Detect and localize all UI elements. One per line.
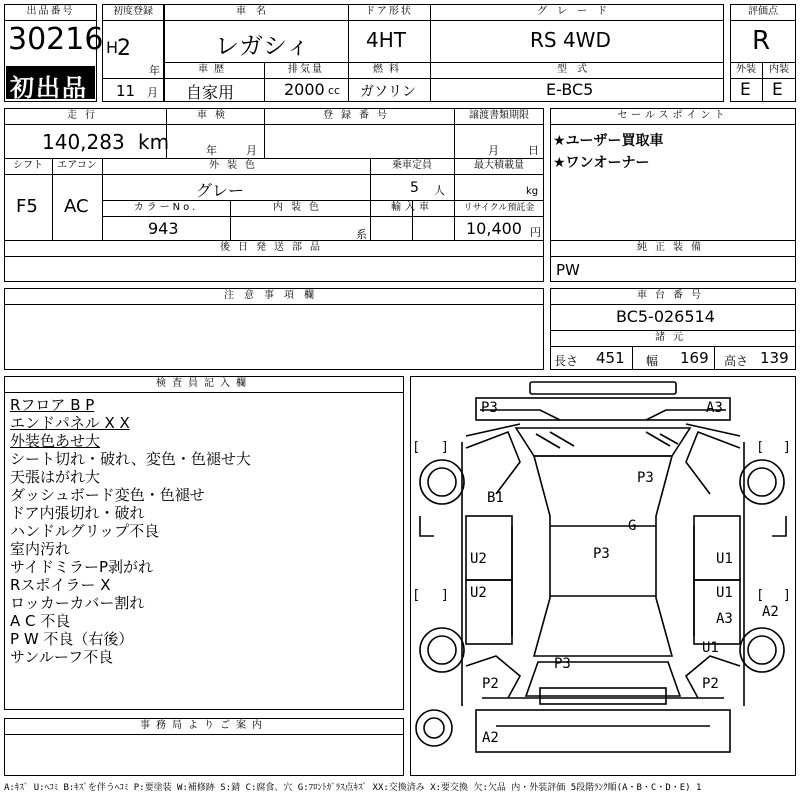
transfer-month-unit: 月 bbox=[488, 144, 499, 157]
bracket-left-top-close: ] bbox=[442, 440, 448, 455]
int-value: E bbox=[772, 80, 783, 100]
inspection-month-unit: 月 bbox=[246, 144, 257, 157]
capacity-value: 5 bbox=[410, 180, 419, 196]
bracket-right-top-close: ] bbox=[784, 440, 790, 455]
damage-code: P3 bbox=[593, 546, 610, 562]
inspector-line: A C 不良 bbox=[10, 612, 71, 630]
damage-code: P2 bbox=[702, 676, 719, 692]
first-listing-label: 初出品 bbox=[10, 74, 88, 102]
lot-number: 30216 bbox=[8, 22, 104, 57]
first-reg-label: 初度登録 bbox=[113, 6, 153, 17]
inspector-line: Rスポイラー X bbox=[10, 576, 111, 594]
bracket-left-top: [ bbox=[414, 440, 420, 455]
fuel-label: 燃料 bbox=[373, 64, 405, 75]
score-value: R bbox=[752, 26, 771, 56]
max-load-label: 最大積載量 bbox=[474, 160, 524, 171]
int-label: 内装 bbox=[769, 64, 789, 75]
mileage-label: 走行 bbox=[67, 110, 103, 121]
inspector-line: 外装色あせ大 bbox=[10, 432, 101, 450]
chassis-label: 車台番号 bbox=[637, 290, 709, 301]
sales-point-1: ★ユーザー買取車 bbox=[553, 133, 664, 149]
wheel-fr bbox=[740, 460, 784, 504]
damage-code: P2 bbox=[482, 676, 499, 692]
damage-code: U1 bbox=[702, 640, 719, 656]
month-unit: 月 bbox=[147, 86, 158, 99]
damage-code: B1 bbox=[487, 490, 504, 506]
lot-label: 出品番号 bbox=[26, 6, 75, 17]
bracket-left-bottom: [ bbox=[414, 588, 420, 603]
door-label: ドア形状 bbox=[365, 6, 413, 17]
rear-window bbox=[526, 662, 680, 696]
damage-code: A2 bbox=[762, 604, 779, 620]
wheel-fl bbox=[420, 460, 464, 504]
color-no-label: カラーNo. bbox=[133, 202, 199, 213]
inspector-label: 検査員記入欄 bbox=[156, 378, 252, 389]
front-panel bbox=[476, 398, 730, 420]
inspector-line: ダッシュボード変色・色褪せ bbox=[10, 486, 205, 504]
damage-code: A3 bbox=[716, 611, 733, 627]
wheel-spare bbox=[416, 710, 452, 746]
capacity-label: 乗車定員 bbox=[392, 160, 432, 171]
inspection-label: 車検 bbox=[197, 110, 233, 121]
ext-label: 外装 bbox=[736, 64, 756, 75]
door-right-front bbox=[694, 516, 740, 580]
bracket-right-bottom: [ bbox=[758, 588, 764, 603]
transfer-label: 譲渡書類期限 bbox=[469, 110, 529, 121]
height-label: 高さ bbox=[724, 354, 749, 368]
inspector-line: ハンドルグリップ不良 bbox=[10, 522, 160, 540]
inspector-line: ドア内張切れ・破れ bbox=[10, 504, 145, 522]
damage-code: U1 bbox=[716, 585, 733, 601]
damage-code: G bbox=[628, 518, 637, 534]
inspector-line: P W 不良（右後） bbox=[10, 630, 134, 648]
ac-value: AC bbox=[64, 196, 89, 217]
inspector-line: Rフロア B P bbox=[10, 396, 95, 414]
inspector-line: ロッカーカバー割れ bbox=[10, 594, 145, 612]
office-label: 事務局よりご案内 bbox=[140, 720, 268, 731]
rear-panel bbox=[476, 710, 730, 752]
bracket-right-top: [ bbox=[758, 440, 764, 455]
genuine-value: PW bbox=[556, 261, 580, 279]
height-value: 139 bbox=[760, 349, 789, 367]
reg-no-label: 登録番号 bbox=[323, 110, 395, 121]
recycle-label: リサイクル預託金 bbox=[463, 203, 535, 213]
recycle-value: 10,400 bbox=[466, 219, 522, 238]
damage-code: U2 bbox=[470, 551, 487, 567]
car-name-label: 車名 bbox=[236, 6, 276, 17]
inspector-line: 天張はがれ大 bbox=[10, 468, 101, 486]
later-parts-label: 後日発送部品 bbox=[220, 242, 328, 253]
import-label: 輸入車 bbox=[391, 202, 433, 213]
dims-label: 諸元 bbox=[655, 332, 691, 343]
displacement-value: 2000 bbox=[284, 80, 325, 99]
width-label: 幅 bbox=[646, 354, 659, 368]
inspector-lines bbox=[10, 396, 400, 666]
era-label: H bbox=[106, 38, 119, 57]
month-value: 11 bbox=[116, 82, 136, 100]
model-label: 型式 bbox=[557, 64, 597, 75]
year-unit: 年 bbox=[149, 64, 160, 77]
car-name: レガシィ bbox=[215, 32, 310, 60]
damage-code: A3 bbox=[706, 400, 723, 416]
inspection-year-unit: 年 bbox=[206, 144, 217, 157]
shift-value: F5 bbox=[16, 196, 38, 217]
door-left-front bbox=[466, 516, 512, 580]
capacity-unit: 人 bbox=[434, 184, 445, 197]
era-year: 2 bbox=[117, 36, 131, 61]
interior-color-unit: 系 bbox=[356, 228, 367, 241]
recycle-unit: 円 bbox=[530, 226, 541, 239]
fuel-value: ガソリン bbox=[360, 84, 416, 100]
length-label: 長さ bbox=[554, 354, 579, 368]
inspector-line: サンルーフ不良 bbox=[10, 648, 114, 666]
damage-code: A2 bbox=[482, 730, 499, 746]
ac-label: エアコン bbox=[57, 160, 97, 171]
damage-code: P3 bbox=[554, 656, 571, 672]
max-load-unit: kg bbox=[526, 186, 539, 197]
wheel-rr bbox=[740, 628, 784, 672]
inspector-line: サイドミラーP剥がれ bbox=[10, 558, 153, 576]
damage-code: P3 bbox=[481, 400, 498, 416]
history-value: 自家用 bbox=[186, 83, 235, 102]
sales-label: セールスポイント bbox=[617, 110, 729, 121]
score-label: 評価点 bbox=[748, 6, 778, 17]
displacement-label: 排気量 bbox=[288, 64, 324, 75]
wheel-rl bbox=[420, 628, 464, 672]
bracket-right-bottom-close: ] bbox=[784, 588, 790, 603]
grade-value: RS 4WD bbox=[530, 28, 611, 52]
shift-label: シフト bbox=[13, 160, 43, 171]
model-value: E-BC5 bbox=[546, 80, 594, 99]
transfer-day-unit: 日 bbox=[528, 144, 539, 157]
grade-label: グレード bbox=[537, 6, 617, 17]
legend-text: A:ｷｽﾞ U:ﾍｺﾐ B:ｷｽﾞを伴うﾍｺﾐ P:要塗装 W:補修跡 S:錆 C:腐食、穴 G:ﾌﾛﾝﾄｶﾞﾗｽ点ｷｽﾞ XX:交換済み X:要交換 欠:欠品 内・外装評価 5段階ﾗﾝｸ順(A・B・C・D・E) 1 bbox=[4, 783, 702, 793]
sales-point-2: ★ワンオーナー bbox=[553, 155, 650, 171]
color-no-value: 943 bbox=[148, 219, 179, 238]
bracket-left-bottom-close: ] bbox=[442, 588, 448, 603]
inspector-line: エンドパネル X X bbox=[10, 414, 130, 432]
inspector-line: 室内汚れ bbox=[10, 540, 71, 558]
ext-value: E bbox=[740, 80, 751, 100]
displacement-unit: cc bbox=[328, 84, 341, 97]
front-bumper-bar bbox=[530, 382, 676, 394]
width-value: 169 bbox=[680, 349, 709, 367]
inspector-line: シート切れ・破れ、変色・色褪せ大 bbox=[10, 450, 251, 468]
length-value: 451 bbox=[596, 349, 625, 367]
exterior-color-value: グレー bbox=[196, 181, 245, 200]
damage-code: P3 bbox=[637, 470, 654, 486]
mileage-value: 140,283 bbox=[42, 130, 125, 154]
chassis-value: BC5-026514 bbox=[616, 307, 715, 326]
history-label: 車歴 bbox=[198, 64, 230, 75]
genuine-label: 純正装備 bbox=[637, 242, 709, 253]
exterior-color-label: 外装色 bbox=[209, 160, 263, 171]
damage-code: U2 bbox=[470, 585, 487, 601]
interior-color-label: 内装色 bbox=[273, 202, 327, 213]
door-value: 4HT bbox=[366, 28, 406, 52]
damage-code: U1 bbox=[716, 551, 733, 567]
caution-label: 注意事項欄 bbox=[224, 290, 324, 301]
mileage-unit: km bbox=[138, 130, 170, 154]
car-diagram bbox=[410, 376, 796, 776]
